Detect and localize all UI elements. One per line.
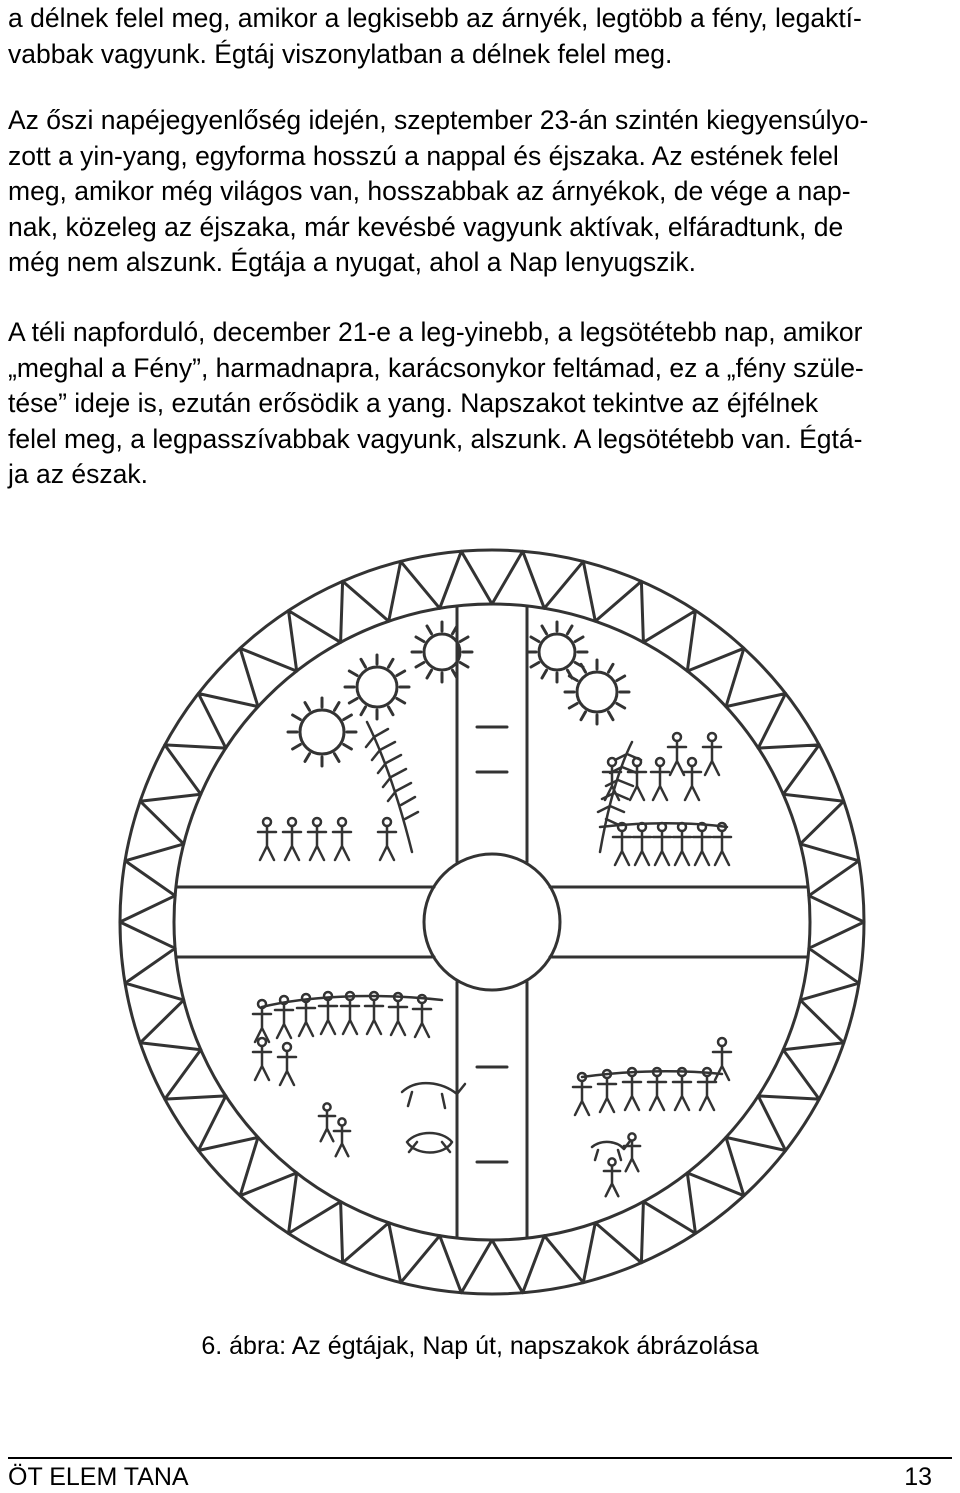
sun-icon [527, 622, 587, 682]
human-figure [651, 758, 669, 800]
text-line: A téli napforduló, december 21-e a leg-yinebb, a legsötétebb nap, amikor [8, 317, 863, 347]
human-figure [693, 823, 711, 865]
text-line: a délnek felel meg, amikor a legkisebb az árnyék, legtöbb a fény, legaktí- [8, 3, 862, 33]
human-figure [258, 818, 276, 860]
text-line: meg, amikor még világos van, hosszabbak az árnyékok, de vége a nap- [8, 176, 851, 206]
paragraph-2 [8, 103, 954, 281]
animal-figure [592, 1141, 630, 1160]
text-line: nak, közeleg az éjszaka, már kevésbé vagyunk aktívak, elfáradtunk, de [8, 211, 844, 242]
sun-icon [565, 660, 629, 724]
human-figure [683, 758, 701, 800]
human-figure [703, 733, 721, 775]
human-figure [628, 758, 646, 800]
human-figure [604, 1158, 620, 1196]
human-figure [668, 733, 686, 775]
text-line: még nem alszunk. Égtája a nyugat, ahol a Nap lenyugszik. [8, 247, 696, 277]
human-figure [378, 818, 396, 860]
human-figure [573, 1073, 591, 1115]
human-figure [341, 992, 359, 1034]
paragraph-3 [8, 315, 954, 493]
human-figure [648, 1068, 666, 1110]
center-disc [424, 854, 560, 990]
sun-icon [412, 622, 472, 682]
text-line: Az őszi napéjegyenlőség idején, szeptember 23-án szintén kiegyensúlyo- [8, 105, 869, 135]
figure-sun-wheel [112, 522, 872, 1312]
text-line: zott a yin-yang, egyforma hosszú a nappal és éjszaka. Az estének felel [8, 140, 839, 171]
human-figure [653, 823, 671, 865]
sun-icon [345, 655, 409, 719]
human-figure [365, 992, 383, 1034]
zigzag-band [120, 551, 864, 1292]
footer-rule [8, 1457, 952, 1459]
page-number: 13 [904, 1463, 932, 1491]
sun-icon [288, 698, 356, 766]
paragraph-1 [8, 1, 954, 72]
text-line: „meghal a Fény”, harmadnapra, karácsonykor feltámad, ez a „fény szüle- [8, 352, 864, 383]
figure-caption: 6. ábra: Az égtájak, Nap út, napszakok ábrázolása [201, 1332, 759, 1360]
text-line: felel meg, a legpasszívabbak vagyunk, alszunk. A legsötétebb van. Égtá- [8, 423, 863, 454]
human-figure [334, 1118, 350, 1156]
outer-ring [120, 550, 864, 1294]
human-figure [389, 993, 407, 1035]
human-figure [333, 818, 351, 860]
footer-title: ÖT ELEM TANA [8, 1463, 189, 1491]
inner-ring [174, 604, 810, 1240]
text-line: tése” ideje is, ezután erősödik a yang. Napszakot tekintve az éjfélnek [8, 388, 819, 418]
human-figure [613, 823, 631, 865]
human-figure [308, 818, 326, 860]
text-line: vabbak vagyunk. Égtáj viszonylatban a délnek felel meg. [8, 38, 673, 69]
human-figure [283, 818, 301, 860]
human-figure [319, 1103, 335, 1141]
human-figure [633, 823, 651, 865]
page-footer [8, 1462, 932, 1492]
text-line: ja az észak. [8, 459, 148, 489]
human-figure [253, 1038, 271, 1080]
human-figure [413, 995, 431, 1037]
human-figure [624, 1133, 640, 1171]
sun-wheel-drawing [112, 522, 872, 1312]
human-figure [598, 1070, 616, 1112]
human-figure [278, 1043, 296, 1085]
human-figure [713, 823, 731, 865]
human-figure [623, 1068, 641, 1110]
animal-figure [407, 1133, 452, 1153]
human-figure [673, 1068, 691, 1110]
human-figure [673, 823, 691, 865]
